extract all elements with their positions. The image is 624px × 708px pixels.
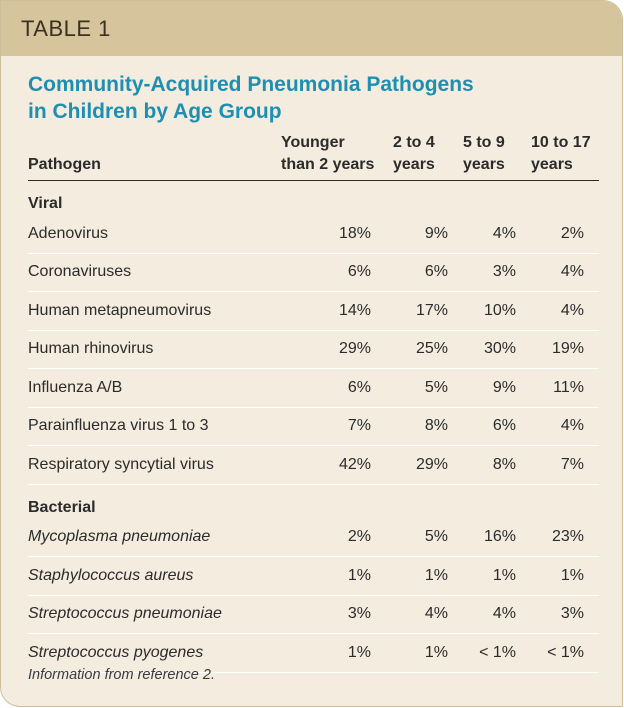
pathogen-name: Adenovirus: [28, 215, 281, 253]
table-row: [28, 407, 599, 446]
value-10-to-17: 4%: [531, 253, 599, 292]
column-header-pathogen: Pathogen: [28, 132, 281, 181]
value-2-to-4: 29%: [393, 446, 463, 485]
pathogen-name: Influenza A/B: [28, 369, 281, 408]
table-title: [28, 71, 622, 125]
value-10-to-17: 7%: [531, 446, 599, 485]
pathogen-name: Respiratory syncytial virus: [28, 446, 281, 485]
value-2-to-4: 5%: [393, 369, 463, 408]
value-5-to-9: 9%: [463, 369, 531, 408]
value-5-to-9: < 1%: [463, 634, 531, 673]
pathogen-name: Streptococcus pneumoniae: [28, 595, 281, 634]
pathogen-name: Mycoplasma pneumoniae: [28, 519, 281, 557]
column-header-10-to-17: 10 to 17 years: [531, 132, 599, 181]
group-row-bacterial: [28, 484, 599, 519]
table-footnote: Information from reference 2.: [28, 667, 215, 683]
pathogen-table: [28, 132, 599, 673]
table-title-line-2: in Children by Age Group: [28, 100, 282, 123]
group-label: Bacterial: [28, 498, 96, 516]
group-label: Viral: [28, 195, 63, 212]
value-10-to-17: 4%: [531, 292, 599, 331]
pathogen-name: Parainfluenza virus 1 to 3: [28, 407, 281, 446]
value-5-to-9: 16%: [463, 519, 531, 557]
value-5-to-9: 8%: [463, 446, 531, 485]
value-10-to-17: 4%: [531, 407, 599, 446]
value-5-to-9: 10%: [463, 292, 531, 331]
pathogen-name: Coronaviruses: [28, 253, 281, 292]
value-5-to-9: 1%: [463, 557, 531, 596]
table-header-bar: [1, 1, 622, 56]
value-younger-than-2: 6%: [281, 253, 393, 292]
value-2-to-4: 8%: [393, 407, 463, 446]
pathogen-name: Human rhinovirus: [28, 330, 281, 369]
value-younger-than-2: 1%: [281, 557, 393, 596]
value-younger-than-2: 6%: [281, 369, 393, 408]
value-younger-than-2: 7%: [281, 407, 393, 446]
table-header-row: [28, 132, 599, 181]
value-10-to-17: 11%: [531, 369, 599, 408]
table-number-label: TABLE 1: [21, 15, 111, 41]
value-younger-than-2: 14%: [281, 292, 393, 331]
column-header-5-to-9: 5 to 9 years: [463, 132, 531, 181]
value-2-to-4: 9%: [393, 215, 463, 253]
group-row-viral: [28, 181, 599, 216]
table-row: [28, 446, 599, 485]
value-5-to-9: 4%: [463, 595, 531, 634]
table-title-line-1: Community-Acquired Pneumonia Pathogens: [28, 73, 474, 96]
value-2-to-4: 6%: [393, 253, 463, 292]
table-row: [28, 519, 599, 557]
pathogen-name: Human metapneumovirus: [28, 292, 281, 331]
value-younger-than-2: 1%: [281, 634, 393, 673]
table-row: [28, 557, 599, 596]
value-2-to-4: 5%: [393, 519, 463, 557]
value-10-to-17: < 1%: [531, 634, 599, 673]
table-row: [28, 330, 599, 369]
value-2-to-4: 4%: [393, 595, 463, 634]
column-header-2-to-4: 2 to 4 years: [393, 132, 463, 181]
table-row: [28, 292, 599, 331]
value-2-to-4: 1%: [393, 634, 463, 673]
value-10-to-17: 19%: [531, 330, 599, 369]
value-younger-than-2: 18%: [281, 215, 393, 253]
column-header-younger-than-2: Younger than 2 years: [281, 132, 393, 181]
value-2-to-4: 1%: [393, 557, 463, 596]
value-10-to-17: 23%: [531, 519, 599, 557]
table-row: [28, 253, 599, 292]
value-younger-than-2: 29%: [281, 330, 393, 369]
value-younger-than-2: 3%: [281, 595, 393, 634]
value-younger-than-2: 42%: [281, 446, 393, 485]
table-row: [28, 369, 599, 408]
value-younger-than-2: 2%: [281, 519, 393, 557]
value-10-to-17: 3%: [531, 595, 599, 634]
value-2-to-4: 25%: [393, 330, 463, 369]
value-5-to-9: 4%: [463, 215, 531, 253]
pathogen-name: Staphylococcus aureus: [28, 557, 281, 596]
value-2-to-4: 17%: [393, 292, 463, 331]
pathogen-name: Streptococcus pyogenes: [28, 634, 281, 673]
value-5-to-9: 6%: [463, 407, 531, 446]
table-row: [28, 595, 599, 634]
value-10-to-17: 1%: [531, 557, 599, 596]
table-row: [28, 215, 599, 253]
value-5-to-9: 30%: [463, 330, 531, 369]
value-5-to-9: 3%: [463, 253, 531, 292]
value-10-to-17: 2%: [531, 215, 599, 253]
